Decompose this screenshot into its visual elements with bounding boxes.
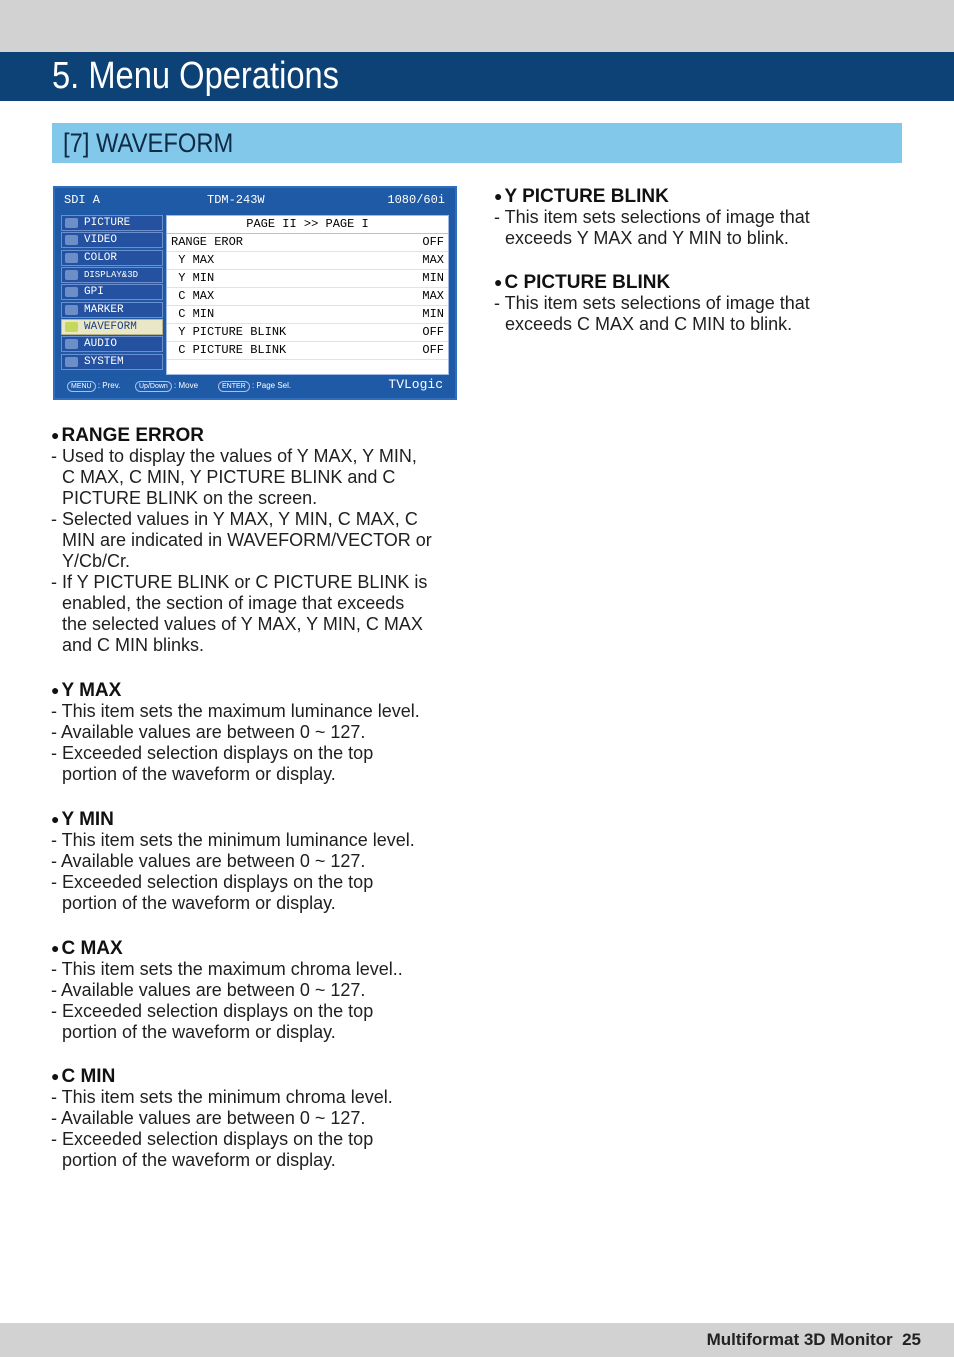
- bullet-icon: ●: [51, 811, 60, 827]
- bullet-icon: ●: [51, 682, 60, 698]
- osd-tab-list: [61, 215, 163, 371]
- osd-row-label: Y MIN: [171, 271, 215, 285]
- entry-line: - This item sets selections of image that: [494, 207, 810, 227]
- menu-tab-icon: [65, 322, 78, 332]
- osd-row: [167, 342, 448, 360]
- entry-y-picture-blink: [494, 186, 810, 249]
- entry-line: - Selected values in Y MAX, Y MIN, C MAX, C: [51, 509, 418, 529]
- menu-tab-icon: [65, 287, 78, 297]
- entry-line: portion of the waveform or display.: [62, 1150, 336, 1170]
- osd-row: [167, 324, 448, 342]
- entry-line: the selected values of Y MAX, Y MIN, C MAX: [62, 614, 423, 634]
- entry-line: PICTURE BLINK on the screen.: [62, 488, 318, 508]
- menu-tab-icon: [65, 339, 78, 349]
- entry-c-picture-blink: [494, 272, 810, 335]
- entry-line: - Exceeded selection displays on the top: [51, 743, 374, 763]
- entry-line: - This item sets the minimum luminance level.: [51, 830, 415, 850]
- osd-row-label: Y MAX: [171, 253, 215, 267]
- osd-tab-system: [61, 354, 163, 370]
- osd-tab-label: COLOR: [84, 251, 118, 264]
- osd-tab-label: AUDIO: [84, 338, 118, 351]
- osd-row: [167, 252, 448, 270]
- osd-row-value: MAX: [422, 253, 444, 267]
- osd-tab-gpi: [61, 284, 163, 300]
- osd-panel-header: PAGE II >> PAGE I: [167, 216, 448, 234]
- entry-line: and C MIN blinks.: [62, 635, 205, 655]
- section-bar: [52, 123, 902, 163]
- entry-line: - Available values are between 0 ~ 127.: [51, 722, 366, 742]
- entry-line: portion of the waveform or display.: [62, 893, 336, 913]
- footer-page-number: 25: [902, 1330, 921, 1349]
- footer-bar: [0, 1323, 954, 1357]
- entry-line: enabled, the section of image that exceeds: [62, 593, 405, 613]
- osd-row-label: RANGE EROR: [171, 235, 244, 249]
- entry-line: portion of the waveform or display.: [62, 764, 336, 784]
- entry-heading-text: Y MAX: [61, 680, 122, 701]
- osd-tab-color: [61, 250, 163, 266]
- osd-tab-audio: [61, 336, 163, 352]
- entry-heading-text: C PICTURE BLINK: [504, 272, 671, 293]
- entry-line: - Available values are between 0 ~ 127.: [51, 980, 366, 1000]
- hint-enter: [218, 381, 291, 392]
- osd-tab-label: VIDEO: [84, 234, 118, 247]
- menu-tab-icon: [65, 357, 78, 367]
- osd-row: [167, 306, 448, 324]
- entry-line: - Available values are between 0 ~ 127.: [51, 851, 366, 871]
- hint-menu-text: : Prev.: [97, 381, 121, 390]
- osd-brand-logo: TVLogic: [388, 377, 443, 392]
- chapter-bar: [0, 52, 954, 101]
- entry-heading: [51, 938, 403, 959]
- entry-heading: [51, 425, 432, 446]
- entry-line: - Available values are between 0 ~ 127.: [51, 1108, 366, 1128]
- entry-heading: [51, 680, 420, 701]
- osd-row-value: OFF: [422, 343, 444, 357]
- osd-tab-label: PICTURE: [84, 217, 131, 229]
- entry-line: - If Y PICTURE BLINK or C PICTURE BLINK is: [51, 572, 428, 592]
- entry-line: - This item sets the maximum chroma level..: [51, 959, 403, 979]
- entry-c-min: [51, 1066, 393, 1171]
- osd-row-value: MIN: [422, 307, 444, 321]
- osd-model: TDM-243W: [207, 193, 265, 207]
- osd-tab-video: [61, 232, 163, 248]
- entry-line: - Exceeded selection displays on the top: [51, 1129, 374, 1149]
- bullet-icon: ●: [51, 940, 60, 956]
- osd-row: [167, 288, 448, 306]
- hint-menu: [67, 381, 120, 392]
- bullet-icon: ●: [51, 1068, 60, 1084]
- section-title: [7] WAVEFORM: [63, 128, 234, 158]
- osd-tab-display-3d: [61, 267, 163, 283]
- bullet-icon: ●: [51, 427, 60, 443]
- entry-y-min: [51, 809, 415, 914]
- entry-line: exceeds Y MAX and Y MIN to blink.: [505, 228, 789, 248]
- bullet-icon: ●: [494, 188, 503, 204]
- osd-tab-picture: [61, 215, 163, 231]
- entry-line: MIN are indicated in WAVEFORM/VECTOR or: [62, 530, 432, 550]
- osd-row-value: MIN: [422, 271, 444, 285]
- entry-heading-text: Y PICTURE BLINK: [504, 186, 669, 207]
- entry-heading: [51, 809, 415, 830]
- hint-updown: [135, 381, 198, 392]
- entry-y-max: [51, 680, 420, 785]
- osd-status-bar: [55, 188, 455, 212]
- osd-row-label: C PICTURE BLINK: [171, 343, 287, 357]
- entry-heading-text: Y MIN: [61, 809, 114, 830]
- updown-key-icon: Up/Down: [135, 381, 172, 392]
- footer-product: Multiformat 3D Monitor: [706, 1330, 893, 1349]
- osd-row-label: C MAX: [171, 289, 215, 303]
- entry-line: - Exceeded selection displays on the top: [51, 1001, 374, 1021]
- menu-tab-icon: [65, 218, 78, 228]
- entry-heading: [51, 1066, 393, 1087]
- osd-panel: [166, 215, 449, 375]
- entry-heading-text: C MAX: [61, 938, 123, 959]
- entry-line: - This item sets the minimum chroma level.: [51, 1087, 393, 1107]
- osd-menu-screenshot: [53, 186, 457, 400]
- footer: [707, 1329, 921, 1351]
- osd-input: SDI A: [64, 193, 101, 207]
- entry-line: portion of the waveform or display.: [62, 1022, 336, 1042]
- entry-heading: [494, 272, 810, 293]
- osd-row-value: MAX: [422, 289, 444, 303]
- hint-updown-text: : Move: [174, 381, 199, 390]
- menu-tab-icon: [65, 253, 78, 263]
- entry-heading-text: RANGE ERROR: [61, 425, 204, 446]
- menu-tab-icon: [65, 305, 78, 315]
- osd-row-value: OFF: [422, 325, 444, 339]
- entry-line: - Exceeded selection displays on the top: [51, 872, 374, 892]
- osd-row: [167, 234, 448, 252]
- entry-line: C MAX, C MIN, Y PICTURE BLINK and C: [62, 467, 396, 487]
- menu-tab-icon: [65, 270, 78, 280]
- enter-key-icon: ENTER: [218, 381, 250, 392]
- entry-line: - This item sets the maximum luminance level.: [51, 701, 420, 721]
- osd-row-value: OFF: [422, 235, 444, 249]
- top-strip: [0, 0, 954, 52]
- osd-tab-label: SYSTEM: [84, 355, 124, 368]
- bullet-icon: ●: [494, 274, 503, 290]
- osd-tab-label: GPI: [84, 286, 104, 299]
- osd-tab-label: DISPLAY&3D: [84, 270, 139, 281]
- osd-rows: [167, 234, 448, 360]
- osd-tab-marker: [61, 302, 163, 318]
- entry-range-error: [51, 425, 432, 656]
- osd-tab-waveform: [61, 319, 163, 335]
- entry-line: - This item sets selections of image that: [494, 293, 810, 313]
- chapter-title: 5. Menu Operations: [52, 55, 340, 97]
- entry-heading-text: C MIN: [61, 1066, 116, 1087]
- entry-heading: [494, 186, 810, 207]
- osd-tab-label: MARKER: [84, 303, 124, 316]
- osd-tab-label: WAVEFORM: [84, 321, 137, 334]
- menu-tab-icon: [65, 235, 78, 245]
- menu-key-icon: MENU: [67, 381, 96, 392]
- osd-row: [167, 270, 448, 288]
- osd-row-label: C MIN: [171, 307, 215, 321]
- entry-line: Y/Cb/Cr.: [62, 551, 131, 571]
- entry-line: exceeds C MAX and C MIN to blink.: [505, 314, 793, 334]
- hint-enter-text: : Page Sel.: [251, 381, 292, 390]
- entry-line: - Used to display the values of Y MAX, Y MIN,: [51, 446, 417, 466]
- entry-c-max: [51, 938, 403, 1043]
- osd-format: 1080/60i: [387, 193, 445, 207]
- osd-row-label: Y PICTURE BLINK: [171, 325, 287, 339]
